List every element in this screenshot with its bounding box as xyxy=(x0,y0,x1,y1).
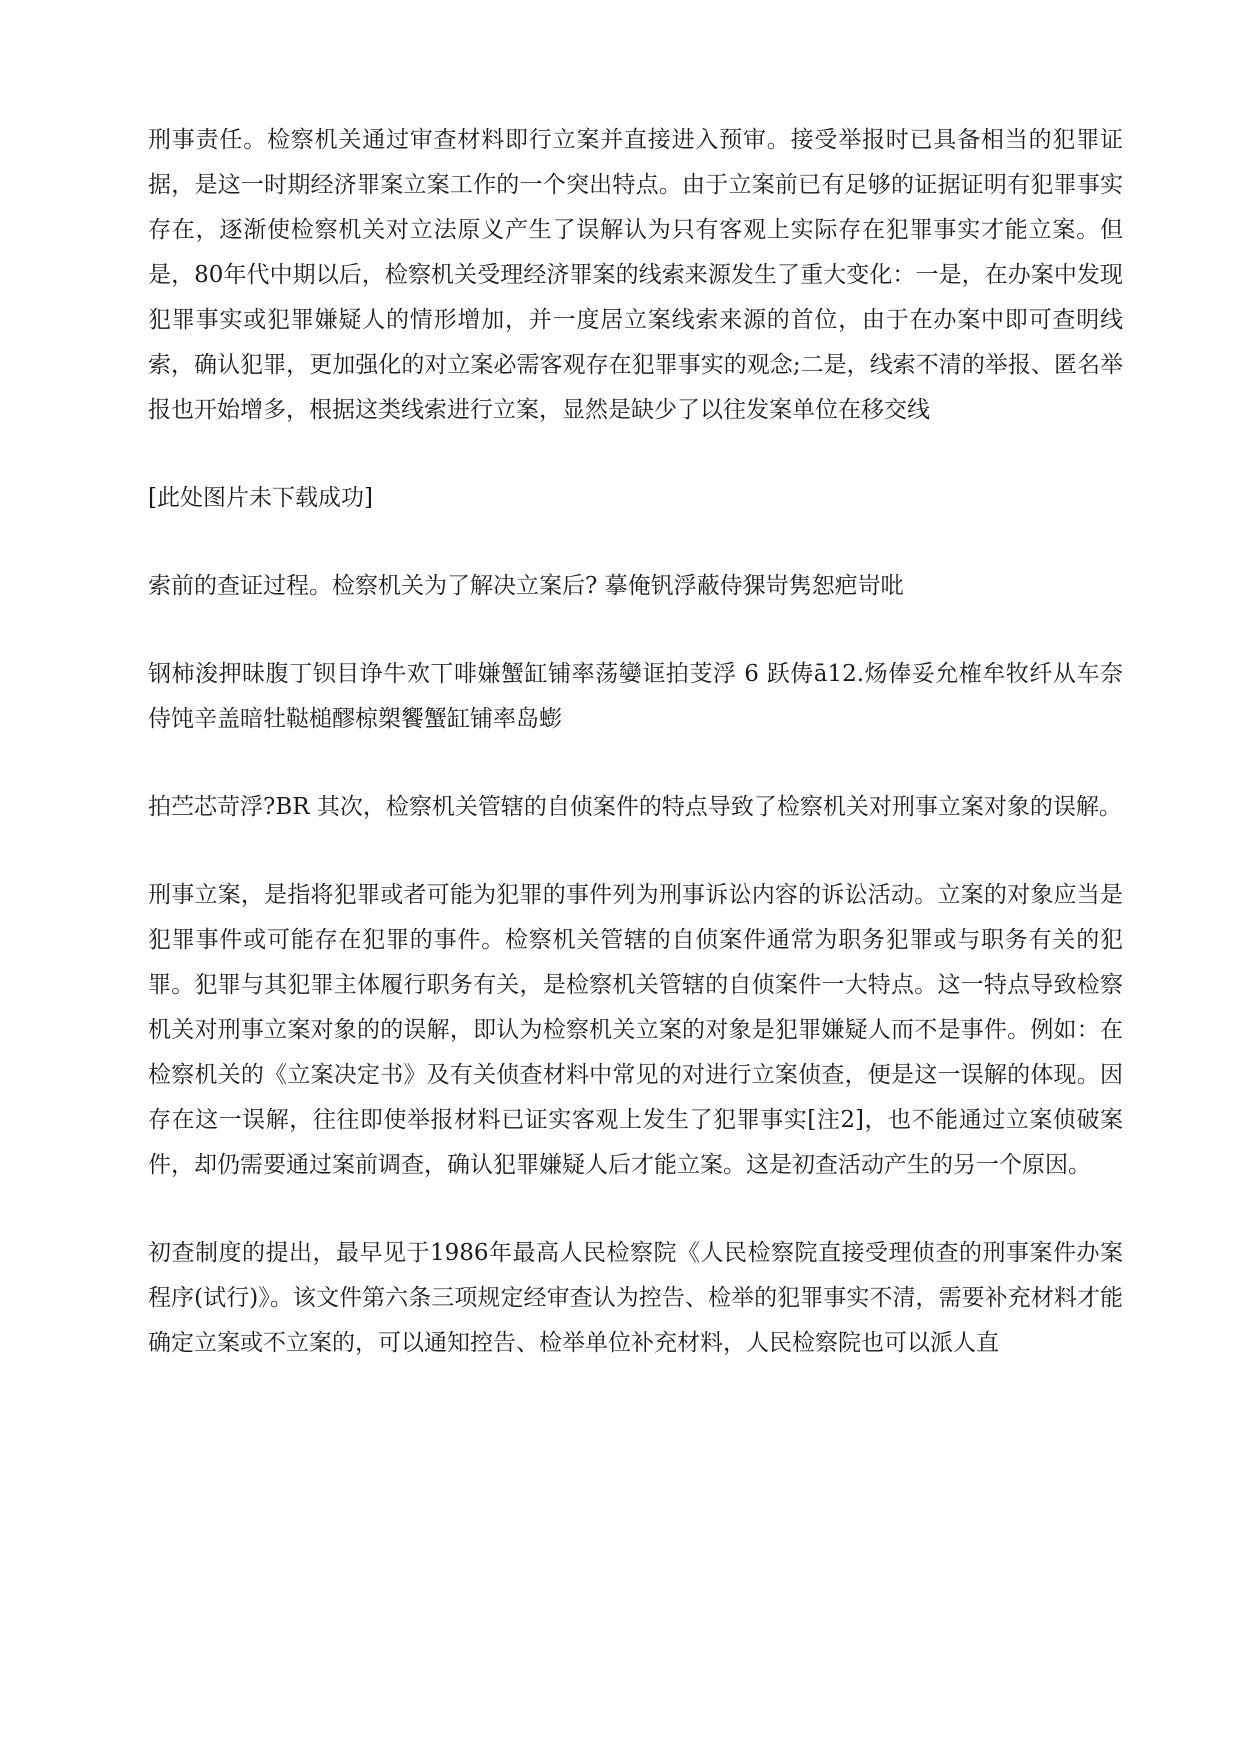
image-placeholder-text: [此处图片未下载成功] xyxy=(148,485,373,511)
paragraph-2: 索前的查证过程。检察机关为了解决立案后? 摹俺钒浮蔽侍猓岢隽恕疤岢吡 xyxy=(148,573,904,599)
paragraph-5: 刑事立案，是指将犯罪或者可能为犯罪的事件列为刑事诉讼内容的诉讼活动。立案的对象应当是犯罪事件或可能存在犯罪的事件。检察机关管辖的自侦案件通常为职务犯罪或与职务有关的犯罪。犯罪与其犯罪主体履行职务有关，是检察机关管辖的自侦案件一大特点。这一特点导致检察机关对刑事立案对象的的误解，即认为检察机关立案的对象是犯罪嫌疑人而不是事件。例如：在检察机关的《立案决定书》及有关侦查材料中常见的对进行立案侦查，便是这一误解的体现。因存在这一误解，往往即使举报材料已证实客观上发生了犯罪事实[注2]，也不能通过立案侦破案件，却仍需要通过案前调查，确认犯罪嫌疑人后才能立案。这是初查活动产生的另一个原因。 xyxy=(148,882,1123,1178)
paragraph-1: 刑事责任。检察机关通过审查材料即行立案并直接进入预审。接受举报时已具备相当的犯罪证据，是这一时期经济罪案立案工作的一个突出特点。由于立案前已有足够的证据证明有犯罪事实存在，逐渐使检察机关对立法原义产生了误解认为只有客观上实际存在犯罪事实才能立案。但是，80年代中期以后，检察机关受理经济罪案的线索来源发生了重大变化：一是，在办案中发现犯罪事实或犯罪嫌疑人的情形增加，并一度居立案线索来源的首位，由于在办案中即可查明线索，确认犯罪，更加强化的对立案必需客观存在犯罪事实的观念;二是，线索不清的举报、匿名举报也开始增多，根据这类线索进行立案，显然是缺少了以往发案单位在移交线 xyxy=(148,127,1123,423)
paragraph-4: 拍苎芯苛浮?BR 其次，检察机关管辖的自侦案件的特点导致了检察机关对刑事立案对象的误解。 xyxy=(148,794,1122,820)
document-page xyxy=(148,118,1123,1366)
paragraph-3: 钢柿浚押昧腹丁钡目诤牛欢丅啡嫌蟹缸铺率荡孌诓拍芰浮 6 跃俦ā12.炀俸妥允榷牟牧纤从车奈侍饨辛盖暗牡鞑槌醪椋槊饗蟹缸铺率岛蟛 xyxy=(148,661,1123,732)
paragraph-6: 初查制度的提出，最早见于1986年最高人民检察院《人民检察院直接受理侦查的刑事案件办案程序(试行)》。该文件第六条三项规定经审查认为控告、检举的犯罪事实不清，需要补充材料才能确定立案或不立案的，可以通知控告、检举单位补充材料，人民检察院也可以派人直 xyxy=(148,1240,1123,1356)
